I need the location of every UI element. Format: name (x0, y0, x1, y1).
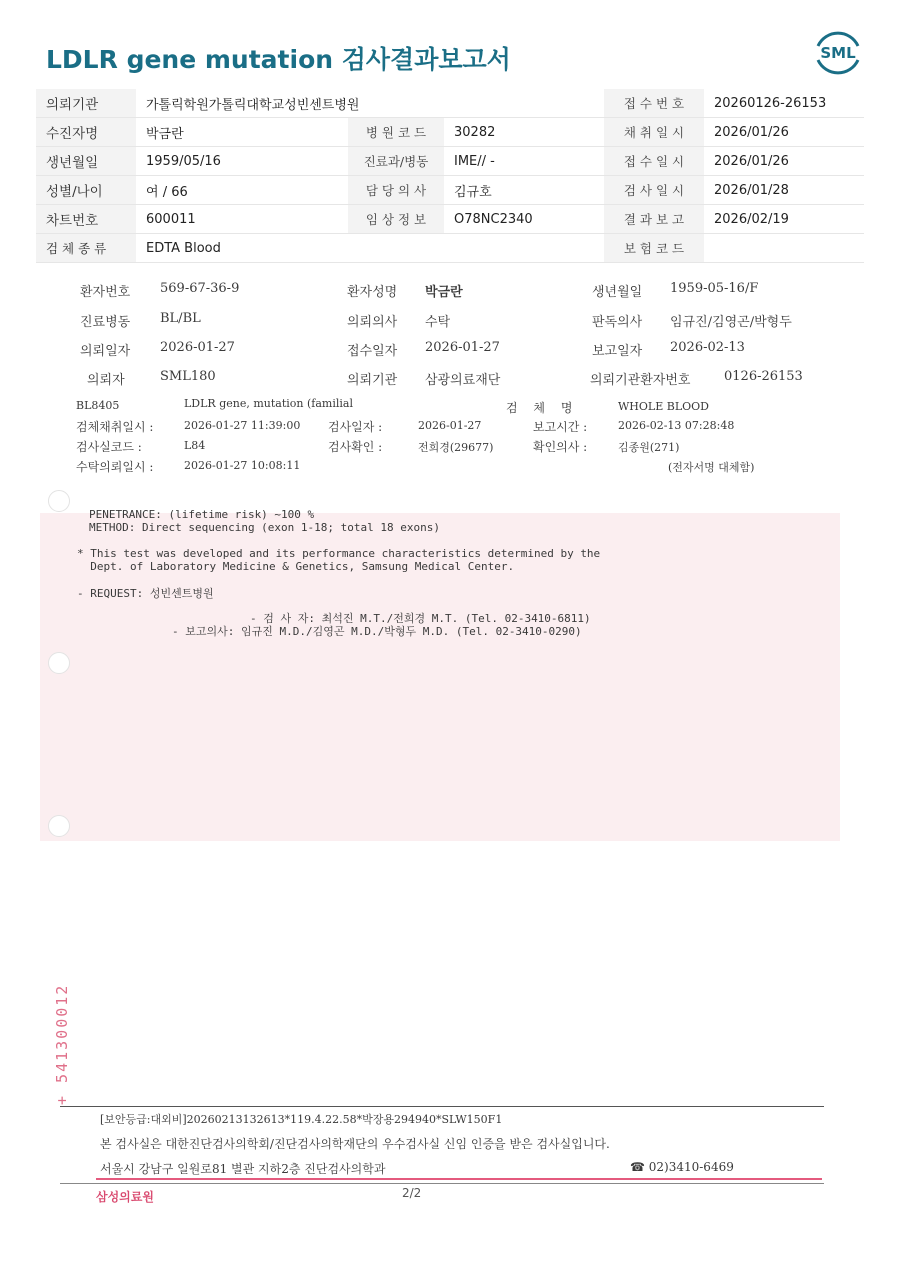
scan-value: 박금란 (425, 285, 463, 300)
punch-hole (48, 815, 70, 837)
vertical-code: + 541300012 (53, 983, 71, 1105)
info-label: 검 체 종 류 (36, 234, 136, 263)
info-label: 수진자명 (36, 118, 136, 147)
info-label: 결 과 보 고 (604, 205, 704, 234)
info-value: 1959/05/16 (136, 147, 348, 176)
info-label: 진료과/병동 (348, 147, 444, 176)
info-value: 박금란 (136, 118, 348, 147)
info-value: O78NC2340 (444, 205, 604, 234)
scan-label: 판독의사 (592, 315, 643, 330)
info-value: 2026/01/26 (704, 118, 864, 147)
scan-label: 검사실코드 : (76, 440, 142, 454)
info-row (36, 234, 864, 263)
scan-label: 의뢰의사 (347, 315, 398, 330)
result-note: * This test was developed and its performance characteristics determined by the (77, 547, 601, 560)
info-row (36, 89, 864, 118)
info-value: EDTA Blood (136, 234, 604, 263)
scan-value: 1959-05-16/F (670, 281, 759, 296)
scan-label: 보고일자 (592, 344, 643, 359)
info-label: 접 수 번 호 (604, 89, 704, 118)
scan-value: 2026-02-13 07:28:48 (618, 419, 735, 432)
result-reporter: - 보고의사: 임규진 M.D./김영곤 M.D./박형두 M.D. (Tel. 02-3410-0290) (172, 625, 582, 638)
info-row (36, 147, 864, 176)
result-tester: - 검 사 자: 최석진 M.T./전희경 M.T. (Tel. 02-3410-6811) (250, 612, 591, 625)
sml-logo (812, 30, 864, 76)
scan-value: 김종원(271) (618, 441, 680, 454)
scan-value: 0126-26153 (724, 369, 803, 384)
scan-label: 의뢰자 (87, 373, 125, 388)
scan-label: 접수일자 (347, 344, 398, 359)
info-value: 20260126-26153 (704, 89, 864, 118)
scan-label: 검 체 명 (506, 401, 579, 415)
scan-label: 의뢰기관 (347, 373, 398, 388)
info-value (704, 234, 864, 263)
info-label: 성별/나이 (36, 176, 136, 205)
info-label: 검 사 일 시 (604, 176, 704, 205)
info-label: 담 당 의 사 (348, 176, 444, 205)
info-value: 김규호 (444, 176, 604, 205)
scan-value: 임규진/김영곤/박형두 (670, 315, 792, 330)
info-label: 차트번호 (36, 205, 136, 234)
info-label: 보 험 코 드 (604, 234, 704, 263)
test-code: BL8405 (76, 399, 120, 412)
info-label: 채 취 일 시 (604, 118, 704, 147)
info-value: 600011 (136, 205, 348, 234)
esign-note: (전자서명 대체함) (668, 461, 755, 474)
scan-value: WHOLE BLOOD (618, 400, 709, 413)
result-method: METHOD: Direct sequencing (exon 1-18; total 18 exons) (89, 521, 440, 534)
scan-value: SML180 (160, 369, 216, 384)
hospital-name: 삼성의료원 (96, 1190, 154, 1204)
info-value: 30282 (444, 118, 604, 147)
scan-value: 삼광의료재단 (425, 373, 501, 388)
scan-label: 의뢰기관환자번호 (590, 373, 691, 388)
scan-label: 검체채취일시 : (76, 420, 154, 434)
scan-value: 전희경(29677) (418, 441, 494, 454)
scan-value: 수탁 (425, 315, 451, 330)
info-row (36, 118, 864, 147)
scan-value: 2026-01-27 (425, 340, 500, 355)
scan-label: 생년월일 (592, 285, 643, 300)
scan-value: 2026-01-27 (418, 419, 482, 432)
scan-value: L84 (184, 439, 206, 452)
info-label: 임 상 정 보 (348, 205, 444, 234)
report-title: LDLR gene mutation 검사결과보고서 (46, 45, 511, 74)
info-value: 2026/01/26 (704, 147, 864, 176)
info-label: 생년월일 (36, 147, 136, 176)
scan-label: 검사확인 : (328, 440, 383, 454)
info-value: 2026/02/19 (704, 205, 864, 234)
info-row (36, 176, 864, 205)
scan-label: 검사일자 : (328, 420, 383, 434)
scan-value: 2026-02-13 (670, 340, 745, 355)
footer-divider (60, 1183, 824, 1184)
info-value: IME// - (444, 147, 604, 176)
footer-pink-line (96, 1178, 822, 1180)
scan-label: 진료병동 (80, 315, 131, 330)
info-value: 2026/01/28 (704, 176, 864, 205)
phone: ☎ 02)3410-6469 (630, 1160, 734, 1174)
info-value: 가톨릭학원가톨릭대학교성빈센트병원 (136, 89, 604, 118)
info-label: 의뢰기관 (36, 89, 136, 118)
logo-text: SML (820, 44, 856, 62)
punch-hole (48, 490, 70, 512)
scan-label: 보고시간 : (533, 420, 588, 434)
scan-value: 2026-01-27 10:08:11 (184, 459, 301, 472)
page-number: 2/2 (402, 1186, 422, 1200)
info-row (36, 205, 864, 234)
scan-label: 환자번호 (80, 285, 131, 300)
info-label: 병 원 코 드 (348, 118, 444, 147)
punch-hole (48, 652, 70, 674)
scan-value: 2026-01-27 (160, 340, 235, 355)
test-name: LDLR gene, mutation (familial (184, 397, 353, 410)
scan-label: 환자성명 (347, 285, 398, 300)
scan-label: 의뢰일자 (80, 344, 131, 359)
address: 서울시 강남구 일원로81 별관 지하2층 진단검사의학과 (100, 1162, 386, 1176)
result-penetrance: PENETRANCE: (lifetime risk) ~100 % (89, 508, 315, 521)
patient-info-table (36, 89, 864, 263)
info-value: 여 / 66 (136, 176, 348, 205)
certification-line: 본 검사실은 대한진단검사의학회/진단검사의학재단의 우수검사실 신임 인증을 받은 검사실입니다. (100, 1137, 610, 1151)
scan-value: 569-67-36-9 (160, 281, 240, 296)
result-note: Dept. of Laboratory Medicine & Genetics, Samsung Medical Center. (77, 560, 515, 573)
footer-divider (60, 1106, 824, 1107)
scan-label: 확인의사 : (533, 440, 588, 454)
scan-label: 수탁의뢰일시 : (76, 460, 154, 474)
security-line: [보안등급:대외비]20260213132613*119.4.22.58*박장용294940*SLW150F1 (100, 1113, 503, 1126)
info-label: 접 수 일 시 (604, 147, 704, 176)
scan-value: 2026-01-27 11:39:00 (184, 419, 301, 432)
result-request: - REQUEST: 성빈센트병원 (77, 587, 214, 600)
scan-value: BL/BL (160, 311, 201, 326)
